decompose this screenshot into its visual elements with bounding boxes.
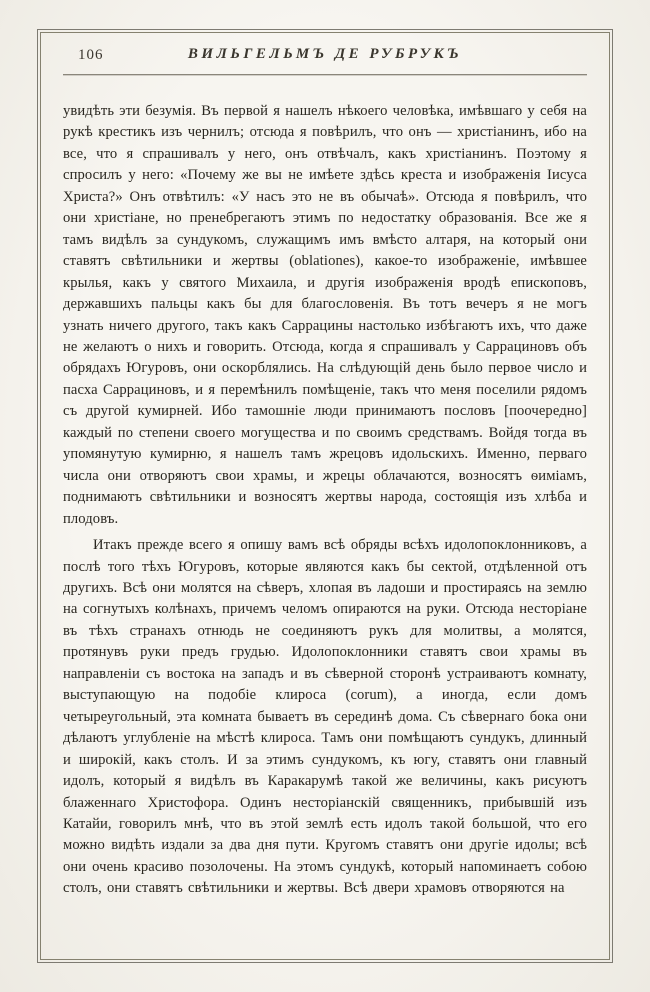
- page-border-frame-inner: [40, 32, 610, 960]
- paragraph-2: Итакъ прежде всего я опишу вамъ всѣ обряды всѣхъ идолопоклонниковъ, а послѣ того тѣхъ Югуровъ, которые являются какъ бы сектой, отдѣленной отъ другихъ. Всѣ они молятся на сѣверъ, хлопая въ ладоши и простираясь на землю на согнутыхъ колѣнахъ, причемъ челомъ опираются на руки. Отсюда несторіане въ тѣхъ странахъ отнюдь не соединяютъ рукъ для молитвы, а молятся, протянувъ руки предъ грудью. Идолопоклонники ставятъ свои храмы въ направленіи съ востока на западъ и въ сѣверной сторонѣ устраиваютъ комнату, выступающую на подобіе клироса (corum), а иногда, если домъ четыреугольный, эта комната бываетъ въ серединѣ дома. Съ сѣвернаго бока они дѣлаютъ углубленіе на мѣстѣ клироса. Тамъ они помѣщаютъ сундукъ, длинный и широкій, какъ столъ. И за этимъ сундукомъ, къ югу, ставятъ они главный идолъ, который я видѣлъ въ Каракарумѣ такой же величины, какъ рисуютъ блаженнаго Христофора. Одинъ несторіанскій священникъ, прибывшій изъ Катайи, говорилъ мнѣ, что въ этой землѣ есть идолъ такой большой, что его можно видѣть издали за два дня пути. Кругомъ ставятъ они другіе идолы; всѣ они очень красиво позолочены. На этомъ сундукѣ, который напоминаетъ собою столъ, они ставятъ свѣтильники и жертвы. Всѣ двери храмовъ отворяются на: [63, 537, 587, 897]
- header-rule-divider: [63, 74, 587, 75]
- page-border-frame: [37, 29, 613, 963]
- text-body: [62, 101, 588, 900]
- paragraph-1: увидѣть эти безумія. Въ первой я нашелъ нѣкоего человѣка, имѣвшаго у себя на рукѣ крестикъ изъ чернилъ; отсюда я повѣрилъ, что онъ — христіанинъ, ибо на все, что я спрашивалъ у него, онъ отвѣчалъ, какъ христіанинъ. Поэтому я спросилъ у него: «Почему же вы не имѣете здѣсь креста и изображенія Іисуса Христа?» Онъ отвѣтилъ: «У насъ это не въ обычаѣ». Отсюда я повѣрилъ, что они христіане, но пренебрегаютъ этимъ по недостатку образованія. Все же я тамъ видѣлъ за сундукомъ, служащимъ имъ вмѣсто алтаря, на который они ставятъ свѣтильники и жертвы (oblationes), какое-то изображеніе, имѣвшее крылья, какъ у святого Михаила, и другія изображенія вродѣ епископовъ, державшихъ пальцы какъ бы для благословенія. Въ тотъ вечеръ я не могъ узнать ничего другого, такъ какъ Саррацины настолько избѣгаютъ ихъ, что даже не желаютъ о нихъ и говорить. Отсюда, когда я спрашивалъ у Саррациновъ объ обрядахъ Югуровъ, они оскорблялись. На слѣдующій день было первое число и пасха Саррациновъ, и я перемѣнилъ помѣщеніе, такъ что меня поселили рядомъ съ другой кумирней. Ибо тамошніе люди принимаютъ пословъ [поочередно] каждый по степени своего могущества и по своимъ средствамъ. Войдя тогда въ упомянутую кумирню, я нашелъ тамъ жрецовъ идольскихъ. Именно, перваго числа они отворяютъ свои храмы, и жрецы облачаются, возносятъ ѳиміамъ, поднимаютъ свѣтильники и возносятъ жертвы народа, состоящія изъ хлѣба и плодовъ.: [63, 103, 587, 527]
- running-header: [62, 44, 588, 68]
- page-number: 106: [78, 47, 104, 63]
- running-header-title: ВИЛЬГЕЛЬМЪ ДЕ РУБРУКЪ: [187, 46, 463, 62]
